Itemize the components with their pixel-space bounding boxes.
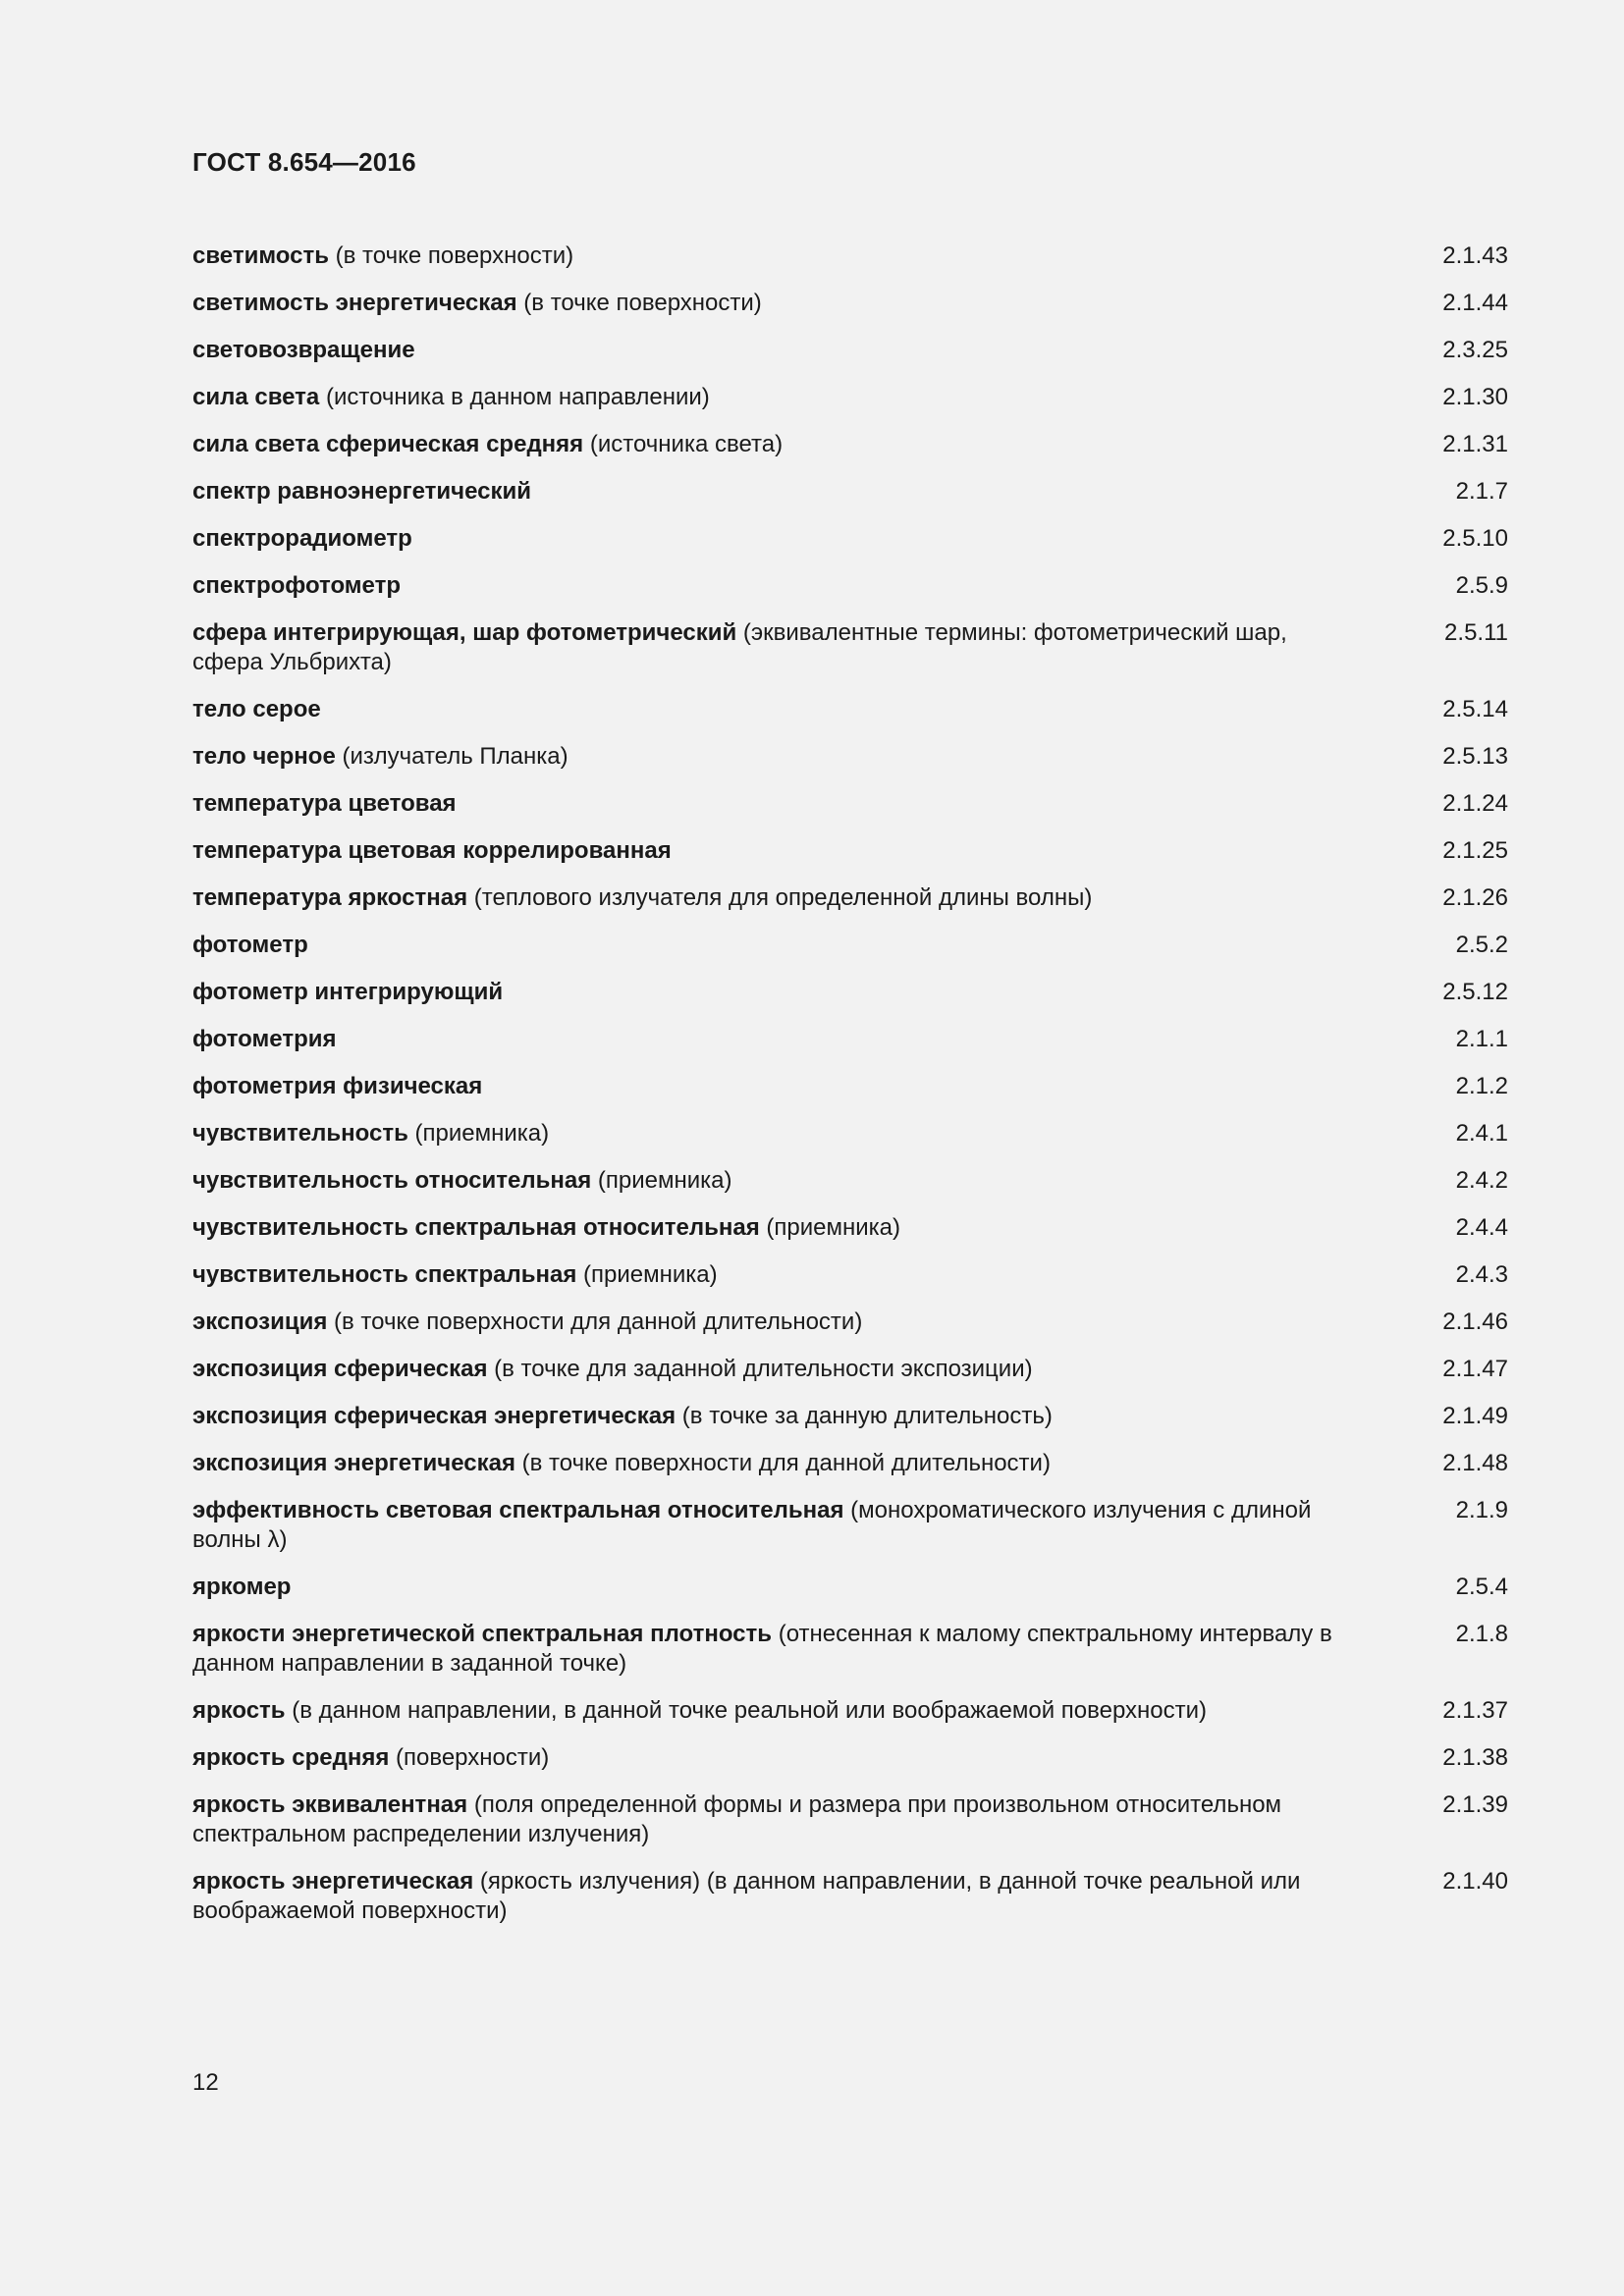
- index-qualifier: (в точке за данную длительность): [681, 1403, 1053, 1429]
- index-entry: [192, 1620, 1508, 1679]
- index-qualifier: (источника в данном направлении): [325, 384, 710, 410]
- index-list: [192, 241, 1508, 1944]
- index-entry: [192, 836, 1508, 866]
- page-number: 12: [192, 2069, 219, 2096]
- index-entry-text: [192, 383, 1351, 412]
- index-entry: [192, 1402, 1508, 1431]
- index-entry: [192, 241, 1508, 271]
- index-number: 2.1.7: [1455, 478, 1508, 505]
- index-entry: [192, 978, 1508, 1007]
- index-term: температура цветовая: [192, 790, 457, 817]
- index-entry-text: [192, 1696, 1351, 1726]
- index-number: 2.1.49: [1442, 1403, 1508, 1429]
- index-number: 2.4.3: [1455, 1261, 1508, 1288]
- index-term: спектрофотометр: [192, 572, 402, 599]
- index-number: 2.1.26: [1442, 884, 1508, 911]
- index-number: 2.1.46: [1442, 1308, 1508, 1335]
- index-term: тело черное: [192, 743, 336, 770]
- index-number: 2.1.25: [1442, 837, 1508, 864]
- index-entry: [192, 1119, 1508, 1148]
- index-entry: [192, 789, 1508, 819]
- index-term: экспозиция: [192, 1308, 328, 1335]
- index-qualifier: (в точке для заданной длительности экспозиции): [494, 1356, 1033, 1382]
- index-qualifier: (в данном направлении, в данной точке реальной или воображаемой поверхности): [292, 1697, 1208, 1724]
- index-term: экспозиция энергетическая: [192, 1450, 515, 1476]
- index-term: светимость: [192, 242, 329, 269]
- index-entry-text: [192, 1308, 1351, 1337]
- index-number: 2.1.40: [1442, 1868, 1508, 1895]
- index-term: экспозиция сферическая энергетическая: [192, 1403, 677, 1429]
- index-entry-text: [192, 477, 1351, 507]
- index-term: сила света: [192, 384, 320, 410]
- index-entry-text: [192, 430, 1351, 459]
- index-entry: [192, 430, 1508, 459]
- index-qualifier: (поля определенной формы и размера при произвольном относительном спектральном распределении излучения): [192, 1791, 1282, 1847]
- index-entry: [192, 1166, 1508, 1196]
- index-entry: [192, 289, 1508, 318]
- index-term: температура яркостная: [192, 884, 468, 911]
- index-entry-text: [192, 789, 1351, 819]
- index-entry-text: [192, 1119, 1351, 1148]
- index-term: фотометр: [192, 932, 308, 958]
- index-entry-text: [192, 1260, 1351, 1290]
- index-term: яркость средняя: [192, 1744, 390, 1771]
- index-entry-text: [192, 695, 1351, 724]
- index-entry-text: [192, 883, 1351, 913]
- index-qualifier: (в точке поверхности для данной длительности): [521, 1450, 1051, 1476]
- index-term: температура цветовая коррелированная: [192, 837, 672, 864]
- index-entry-text: [192, 241, 1351, 271]
- index-entry-text: [192, 836, 1351, 866]
- index-term: чувствительность: [192, 1120, 408, 1147]
- index-number: 2.1.8: [1455, 1621, 1508, 1647]
- index-number: 2.1.30: [1442, 384, 1508, 410]
- index-qualifier: (поверхности): [396, 1744, 550, 1771]
- index-number: 2.4.2: [1455, 1167, 1508, 1194]
- index-number: 2.1.1: [1455, 1026, 1508, 1052]
- index-entry: [192, 742, 1508, 772]
- index-qualifier: (источника света): [589, 431, 784, 457]
- index-entry: [192, 1355, 1508, 1384]
- index-entry: [192, 883, 1508, 913]
- index-number: 2.5.14: [1442, 696, 1508, 722]
- index-number: 2.1.44: [1442, 290, 1508, 316]
- index-entry-text: [192, 742, 1351, 772]
- index-entry: [192, 524, 1508, 554]
- index-number: 2.1.43: [1442, 242, 1508, 269]
- index-entry-text: [192, 289, 1351, 318]
- index-entry: [192, 1696, 1508, 1726]
- index-term: спектр равноэнергетический: [192, 478, 532, 505]
- index-entry-text: [192, 1449, 1351, 1478]
- index-qualifier: (приемника): [414, 1120, 550, 1147]
- index-number: 2.1.37: [1442, 1697, 1508, 1724]
- index-number: 2.1.9: [1455, 1497, 1508, 1523]
- index-term: сфера интегрирующая, шар фотометрический: [192, 619, 737, 646]
- index-term: чувствительность спектральная относительная: [192, 1214, 760, 1241]
- index-qualifier: (в точке поверхности): [335, 242, 574, 269]
- index-number: 2.4.4: [1455, 1214, 1508, 1241]
- index-entry: [192, 383, 1508, 412]
- index-entry-text: [192, 1402, 1351, 1431]
- index-entry-text: [192, 1355, 1351, 1384]
- index-entry-text: [192, 618, 1351, 677]
- index-entry: [192, 1308, 1508, 1337]
- index-term: световозвращение: [192, 337, 415, 363]
- index-term: экспозиция сферическая: [192, 1356, 488, 1382]
- index-number: 2.1.39: [1442, 1791, 1508, 1818]
- index-term: яркомер: [192, 1574, 292, 1600]
- index-entry: [192, 618, 1508, 677]
- index-entry-text: [192, 336, 1351, 365]
- index-qualifier: (отнесенная к малому спектральному интервалу в данном направлении в заданной точке): [192, 1621, 1332, 1677]
- index-number: 2.1.48: [1442, 1450, 1508, 1476]
- index-term: сила света сферическая средняя: [192, 431, 584, 457]
- index-term: чувствительность спектральная: [192, 1261, 577, 1288]
- index-qualifier: (приемника): [583, 1261, 718, 1288]
- index-entry-text: [192, 524, 1351, 554]
- index-entry-text: [192, 1025, 1351, 1054]
- index-number: 2.1.38: [1442, 1744, 1508, 1771]
- index-number: 2.3.25: [1442, 337, 1508, 363]
- index-entry: [192, 931, 1508, 960]
- index-number: 2.1.47: [1442, 1356, 1508, 1382]
- index-term: яркость: [192, 1697, 286, 1724]
- index-qualifier: (приемника): [766, 1214, 900, 1241]
- index-qualifier: (излучатель Планка): [342, 743, 568, 770]
- index-number: 2.5.4: [1455, 1574, 1508, 1600]
- index-entry: [192, 1743, 1508, 1773]
- index-entry: [192, 571, 1508, 601]
- index-entry: [192, 1867, 1508, 1926]
- index-number: 2.5.13: [1442, 743, 1508, 770]
- index-number: 2.4.1: [1455, 1120, 1508, 1147]
- index-term: яркость эквивалентная: [192, 1791, 468, 1818]
- index-term: фотометрия физическая: [192, 1073, 483, 1099]
- index-entry: [192, 1025, 1508, 1054]
- index-entry-text: [192, 1166, 1351, 1196]
- index-term: яркость энергетическая: [192, 1868, 474, 1895]
- index-entry-text: [192, 1620, 1351, 1679]
- index-entry: [192, 1072, 1508, 1101]
- index-term: чувствительность относительная: [192, 1167, 592, 1194]
- index-qualifier: (в точке поверхности для данной длительности): [334, 1308, 863, 1335]
- index-qualifier: (монохроматического излучения с длиной волны λ): [192, 1497, 1312, 1553]
- document-header: ГОСТ 8.654—2016: [192, 147, 416, 177]
- index-qualifier: (яркость излучения) (в данном направлении, в данной точке реальной или воображаемой поверхности): [192, 1868, 1301, 1924]
- index-entry-text: [192, 1790, 1351, 1849]
- index-term: спектрорадиометр: [192, 525, 412, 552]
- index-term: эффективность световая спектральная относительная: [192, 1497, 844, 1523]
- index-number: 2.1.31: [1442, 431, 1508, 457]
- index-number: 2.5.12: [1442, 979, 1508, 1005]
- index-entry: [192, 1260, 1508, 1290]
- index-number: 2.5.11: [1444, 619, 1508, 646]
- index-qualifier: (в точке поверхности): [523, 290, 762, 316]
- index-entry-text: [192, 1072, 1351, 1101]
- index-number: 2.5.9: [1455, 572, 1508, 599]
- index-term: фотометр интегрирующий: [192, 979, 504, 1005]
- index-entry: [192, 1449, 1508, 1478]
- index-term: фотометрия: [192, 1026, 337, 1052]
- index-term: тело серое: [192, 696, 321, 722]
- index-entry: [192, 336, 1508, 365]
- index-entry: [192, 1573, 1508, 1602]
- index-entry-text: [192, 571, 1351, 601]
- index-entry-text: [192, 978, 1351, 1007]
- index-term: светимость энергетическая: [192, 290, 517, 316]
- index-entry: [192, 1496, 1508, 1555]
- index-entry: [192, 477, 1508, 507]
- index-qualifier: (эквивалентные термины: фотометрический шар, сфера Ульбрихта): [192, 619, 1287, 675]
- index-entry: [192, 695, 1508, 724]
- index-entry: [192, 1790, 1508, 1849]
- index-entry-text: [192, 931, 1351, 960]
- index-qualifier: (приемника): [597, 1167, 732, 1194]
- index-qualifier: (теплового излучателя для определенной длины волны): [473, 884, 1093, 911]
- index-number: 2.5.2: [1455, 932, 1508, 958]
- index-entry-text: [192, 1867, 1351, 1926]
- index-entry-text: [192, 1496, 1351, 1555]
- index-number: 2.1.24: [1442, 790, 1508, 817]
- index-entry-text: [192, 1573, 1351, 1602]
- index-term: яркости энергетической спектральная плотность: [192, 1621, 773, 1647]
- index-entry: [192, 1213, 1508, 1243]
- index-number: 2.5.10: [1442, 525, 1508, 552]
- index-entry-text: [192, 1213, 1351, 1243]
- index-number: 2.1.2: [1455, 1073, 1508, 1099]
- index-entry-text: [192, 1743, 1351, 1773]
